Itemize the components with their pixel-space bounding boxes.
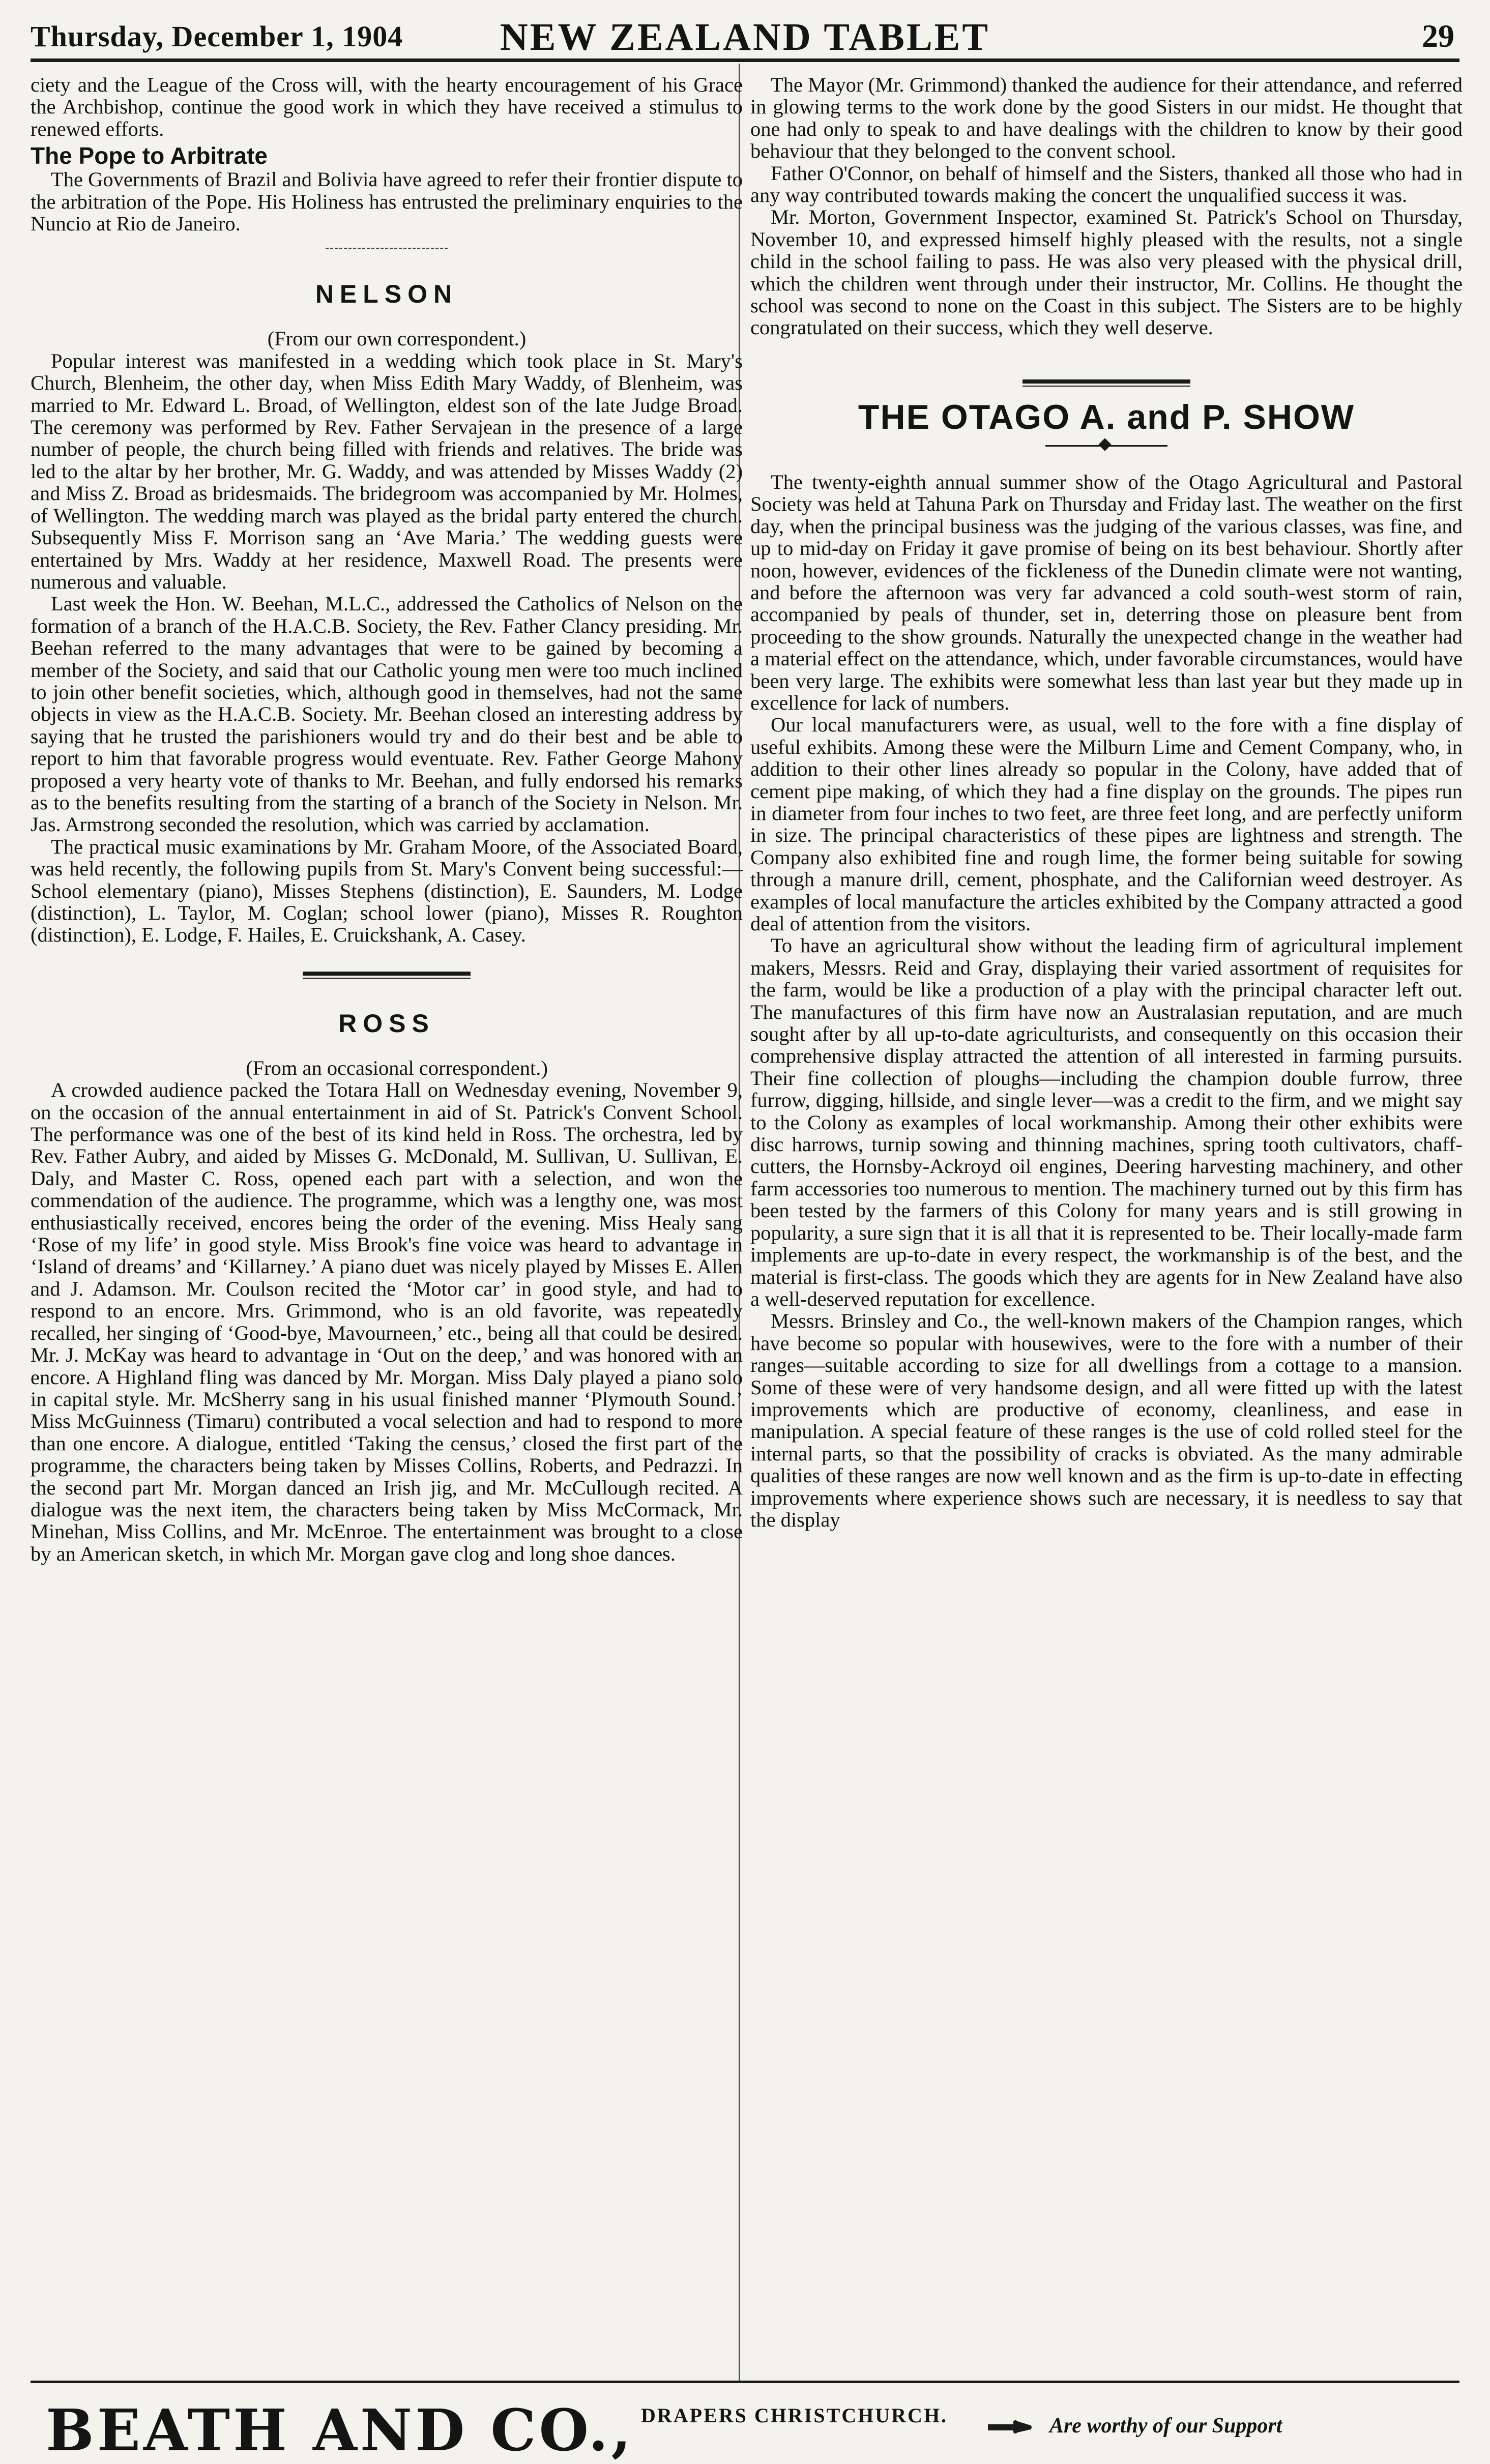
nelson-paragraph: Last week the Hon. W. Beehan, M.L.C., addressed the Catholics of Nelson on the formation of a branch of the H.A.C.B. Society, the Rev. Father Clancy presiding. Mr. Beehan referred to the many advantages that were to be gained by becoming a member of the Society, and said that our Catholic young men were too much inclined to join other benefit societies, which, although good in themselves, had not the same objects in view as the H.A.C.B. Society. Mr. Beehan closed an interesting address by saying that he trusted the parishioners would try and do their best and be able to report to him that favorable progress would eventuate. Rev. Father George Mahony proposed a very hearty vote of thanks to Mr. Beehan, and fully endorsed his remarks as to the benefits resulting from the starting of a branch of the Society in Nelson. Mr. Jas. Armstrong seconded the resolution, which was carried by acclamation.: [31, 592, 743, 836]
pope-heading: The Pope to Arbitrate: [31, 142, 268, 169]
section-rule: [303, 972, 471, 979]
ross-byline: (From an occasional correspondent.): [246, 1056, 548, 1079]
otago-paragraph: Messrs. Brinsley and Co., the well-known makers of the Champion ranges, which have become so popular with housewives, were to the fore with a number of their ranges—suitable according to size for all dwellings from a cottage to a mansion. Some of these were of very handsome design, and all were fitted up with the latest improvements which are productive of economy, cleanliness, and ease in manipulation. A special feature of these ranges is the use of cold rolled steel for the internal parts, so that the possibility of cracks is obviated. As the many admirable qualities of these ranges are now well known and as the firm is up-to-date in effecting improvements where experience shows such are necessary, it is needless to say that the display: [750, 1309, 1463, 1531]
otago-paragraph: To have an agricultural show without the leading firm of agricultural implement makers, Messrs. Reid and Gray, displaying their varied assortment of requisites for the farm, would be like a production of a play with the principal character left out. The manufactures of this firm have now an Australasian reputation, and are much sought after by all up-to-date agriculturists, and consequently on this occasion their comprehensive display attracted the attention of all interested in farming pursuits. Their fine collection of ploughs—including the champion double furrow, three furrow, digging, hillside, and single lever—was a credit to the firm, and we might say to the Colony as examples of local workmanship. Among their other exhibits were disc harrows, turnip sowing and thinning machines, spring tooth cultivators, chaff-cutters, the Hornsby-Ackroyd oil engines, Deering harvesting machinery, and other farm accessories too numerous to mention. The machinery turned out by this firm has been tested by the farmers of this Colony for many years and is still growing in popularity, a sure sign that it is all that it is represented to be. Their locally-made farm implements are up-to-date in every respect, the workmanship is of the best, and the material is first-class. The goods which they are agents for in New Zealand have also a well-deserved reputation for excellence.: [750, 934, 1463, 1310]
title-ornament: [1045, 441, 1167, 451]
issue-date: Thursday, December 1, 1904: [31, 20, 403, 53]
ross-continued-paragraph: Father O'Connor, on behalf of himself and the Sisters, thanked all those who had in any way contributed towards making the concert the unqualified success it was.: [750, 161, 1463, 207]
section-rule: [1022, 379, 1190, 387]
pope-paragraph: The Governments of Brazil and Bolivia have agreed to refer their frontier dispute to the arbitration of the Pope. His Holiness has entrusted the preliminary enquiries to the Nuncio at Rio de Janeiro.: [31, 168, 743, 236]
nelson-paragraph: Popular interest was manifested in a wedding which took place in St. Mary's Church, Blenheim, the other day, when Miss Edith Mary Waddy, of Blenheim, was married to Mr. Edward L. Broad, of Wellington, eldest son of the late Judge Broad. The ceremony was performed by Rev. Father Servajean in the presence of a large number of people, the church being filled with friends and relatives. The bride was led to the altar by her brother, Mr. G. Waddy, and was attended by Misses Waddy (2) and Miss Z. Broad as bridesmaids. The bridegroom was accompanied by Mr. Holmes, of Wellington. The wedding march was played as the bridal party entered the church. Subsequently Miss F. Morrison sang an ‘Ave Maria.’ The wedding guests were entertained by Mrs. Waddy at her residence, Maxwell Road. The presents were numerous and valuable.: [31, 349, 743, 593]
masthead: [31, 15, 1459, 62]
nelson-byline: (From our own correspondent.): [267, 327, 527, 350]
page-number: 29: [1422, 18, 1454, 54]
footer-advertisement: [31, 2381, 1459, 2464]
diamond-ornament-icon: [1098, 438, 1111, 451]
pointing-hand-icon: [987, 2417, 1033, 2438]
continued-paragraph: ciety and the League of the Cross will, with the hearty encouragement of his Grace the Archbishop, continue the good work in which they have received a stimulus to renewed efforts.: [31, 73, 743, 140]
support-note-text: Are worthy of our Support: [1049, 2414, 1282, 2438]
ross-paragraph: A crowded audience packed the Totara Hall on Wednesday evening, November 9, on the occasion of the annual entertainment in aid of St. Patrick's Convent School. The performance was one of the best of its kind held in Ross. The orchestra, led by Rev. Father Aubry, and aided by Misses G. McDonald, M. Sullivan, U. Sullivan, E. Daly, and Master C. Ross, opened each part with a selection, and won the commendation of the audience. The programme, which was a lengthy one, was most enthusiastically received, encores being the order of the evening. Miss Healy sang ‘Rose of my life’ in good style. Miss Brook's fine voice was heard to advantage in ‘Island of dreams’ and ‘Killarney.’ A piano duet was nicely played by Misses E. Allen and J. Adamson. Mr. Coulson recited the ‘Motor car’ in good style, and had to respond to an encore. Mrs. Grimmond, who is an old favorite, was repeatedly recalled, her singing of ‘Good-bye, Mavourneen,’ etc., being all that could be desired. Mr. J. McKay was heard to advantage in ‘Out on the deep,’ and was honored with an encore. A Highland fling was danced by Mr. Morgan. Miss Daly played a piano solo in capital style. Mr. McSherry sang in his usual finished manner ‘Plymouth Sound.’ Miss McGuinness (Timaru) contributed a vocal selection and had to respond to more than one encore. A dialogue, entitled ‘Taking the census,’ closed the first part of the programme, the characters being taken by Misses Collins, Roberts, and Pedrazzi. In the second part Mr. Morgan danced an Irish jig, and Mr. McCullough recited. A dialogue was the next item, the characters being taken by Miss McCormack, Mr. Minehan, Miss Collins, and Mr. McEnroe. The entertainment was brought to a close by an American sketch, in which Mr. Morgan gave clog and long shoe dances.: [31, 1078, 743, 1565]
advertiser-subtitle: DRAPERS CHRISTCHURCH.: [641, 2404, 948, 2427]
dashed-separator: [326, 248, 448, 249]
otago-paragraph: Our local manufacturers were, as usual, well to the fore with a fine display of useful exhibits. Among these were the Milburn Lime and Cement Company, who, in addition to their other lines already so popular in the Colony, have added that of cement pipe making, of which they had a fine display on the grounds. The pipes run in diameter from four inches to two feet, are three feet long, and are perfectly uniform in size. The principal characteristics of these pipes are lightness and strength. The Company also exhibited fine and rough lime, the former being suitable for sowing through a manure drill, cement, phosphate, and the Californian weed destroyer. As examples of local manufacture the articles exhibited by the Company attracted a good deal of attention from the visitors.: [750, 713, 1463, 935]
otago-paragraph: The twenty-eighth annual summer show of the Otago Agricultural and Pastoral Society was held at Tahuna Park on Thursday and Friday last. The weather on the first day, when the principal business was the judging of the various classes, was fine, and up to mid-day on Friday it gave promise of being on its best behaviour. Shortly after noon, however, evidences of the fickleness of the Dunedin climate were not wanting, and before the afternoon was very far advanced a cold south-west storm of rain, accompanied by peals of thunder, set in, deterring those on pleasure bent from proceeding to the show grounds. Naturally the unexpected change in the weather had a material effect on the attendance, which, under favorable circumstances, would have been very large. The exhibits were somewhat less than last year but they made up in excellence for lack of numbers.: [750, 470, 1463, 714]
otago-show-title: THE OTAGO A. and P. SHOW: [858, 397, 1355, 436]
nelson-title: NELSON: [315, 280, 458, 309]
advertiser-name: BEATH AND CO.,: [46, 2397, 634, 2464]
left-column: [31, 74, 743, 1565]
ross-title: ROSS: [338, 1009, 435, 1038]
support-note: [987, 2414, 1282, 2438]
ross-continued-paragraph: Mr. Morton, Government Inspector, examined St. Patrick's School on Thursday, November 10, and expressed himself highly pleased with the results, not a single child in the school failing to pass. He was also very pleased with the physical drill, which the children went through under their instructor, Mr. Collins. He thought the school was second to none on the Coast in this subject. The Sisters are to be highly congratulated on their success, which they well deserve.: [750, 206, 1463, 339]
right-column: [750, 74, 1463, 1531]
ross-continued-paragraph: The Mayor (Mr. Grimmond) thanked the audience for their attendance, and referred in glowing terms to the work done by the good Sisters in our midst. He thought that one had only to speak to and have dealings with the children to know by their good behaviour that they belonged to the convent school.: [750, 73, 1463, 163]
nelson-paragraph: The practical music examinations by Mr. Graham Moore, of the Associated Board, was held recently, the following pupils from St. Mary's Convent being successful:—School elementary (piano), Misses Stephens (distinction), E. Saunders, M. Lodge (distinction), L. Taylor, M. Coglan; school lower (piano), Misses R. Roughton (distinction), E. Lodge, F. Hailes, E. Cruickshank, A. Casey.: [31, 835, 743, 947]
newspaper-title: NEW ZEALAND TABLET: [500, 16, 990, 58]
